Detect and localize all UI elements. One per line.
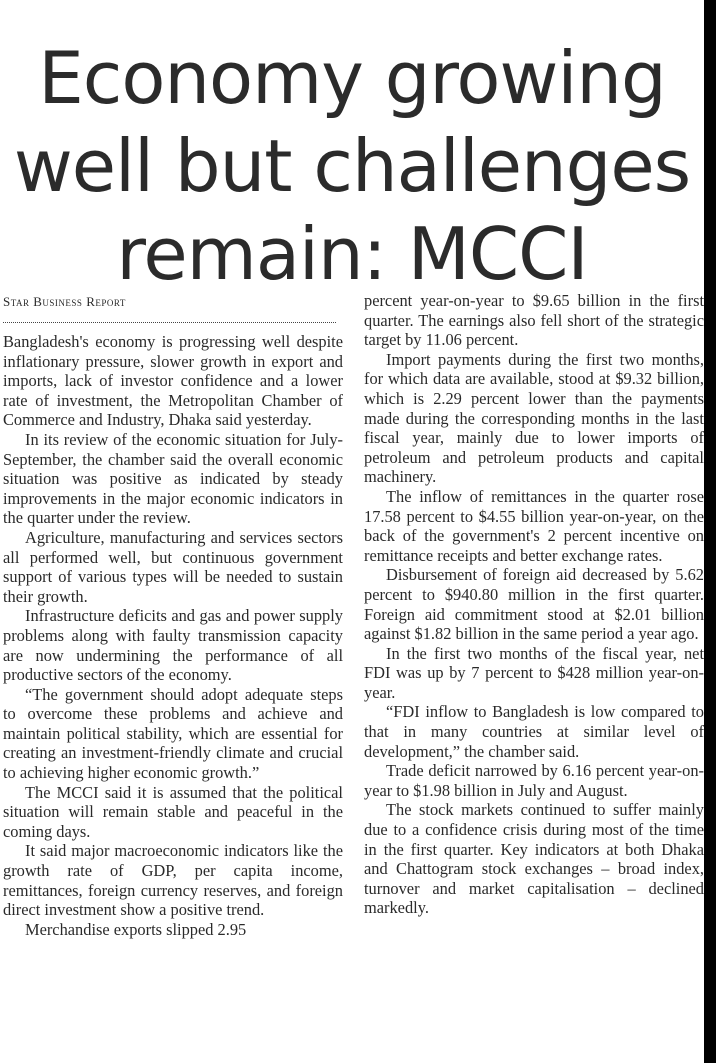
scan-edge-bar [704, 0, 716, 1063]
paragraph: “The government should adopt adequate steps to overcome these problems and achieve and maintain political stability, which are essential for creating an investment-friendly climate and crucial to achieving higher economic growth.” [3, 684, 343, 783]
byline-divider [3, 322, 336, 323]
paragraph: In the first two months of the fiscal year, net FDI was up by 7 percent to $428 million year-on-year. [364, 643, 704, 702]
article-column-right [364, 291, 704, 918]
headline: Economy growing well but challenges remain: MCCI [13, 36, 691, 296]
paragraph: The MCCI said it is assumed that the political situation will remain stable and peaceful in the coming days. [3, 782, 343, 841]
paragraph: The inflow of remittances in the quarter rose 17.58 percent to $4.55 billion year-on-year, on the back of the government's 2 percent incentive on remittance receipts and better exchange rates. [364, 486, 704, 565]
paragraph: “FDI inflow to Bangladesh is low compared to that in many countries at similar level of development,” the chamber said. [364, 702, 704, 761]
paragraph: Bangladesh's economy is progressing well despite inflationary pressure, slower growth in export and imports, lack of investor confidence and a lower rate of investment, the Metropolitan Chamber of Commerce and Industry, Dhaka said yesterday. [3, 332, 343, 430]
paragraph: Merchandise exports slipped 2.95 [25, 919, 247, 939]
paragraph: It said major macroeconomic indicators like the growth rate of GDP, per capita income, remittances, foreign currency reserves, and foreign direct investment show a positive trend. [3, 841, 343, 920]
paragraph: Disbursement of foreign aid decreased by 5.62 percent to $940.80 million in the first quarter. Foreign aid commitment stood at $2.01 billion against $1.82 billion in the same period a year ago. [364, 565, 704, 644]
paragraph: Import payments during the first two months, for which data are available, stood at $9.32 billion, which is 2.29 percent lower than the payments made during the corresponding months in the last fiscal year, mainly due to lower imports of petroleum and petroleum products and capital machinery. [364, 349, 704, 487]
byline: Star Business Report [3, 294, 126, 309]
paragraph: Infrastructure deficits and gas and power supply problems along with faulty transmission capacity are now undermining the performance of all productive sectors of the economy. [3, 606, 343, 685]
paragraph: Agriculture, manufacturing and services sectors all performed well, but continuous government support of various types will be needed to sustain their growth. [3, 527, 343, 606]
paragraph: percent year-on-year to $9.65 billion in the first quarter. The earnings also fell short of the strategic target by 11.06 percent. [364, 291, 704, 350]
paragraph: The stock markets continued to suffer mainly due to a confidence crisis during most of the time in the first quarter. Key indicators at both Dhaka and Chattogram stock exchanges – broad index, turnover and market capitalisation – declined markedly. [364, 800, 704, 918]
paragraph: In its review of the economic situation for July-September, the chamber said the overall economic situation was positive as indicated by steady improvements in the major economic indicators in the quarter under the review. [3, 429, 343, 528]
article-column-left [3, 332, 343, 939]
paragraph: Trade deficit narrowed by 6.16 percent year-on-year to $1.98 billion in July and August. [364, 761, 704, 800]
